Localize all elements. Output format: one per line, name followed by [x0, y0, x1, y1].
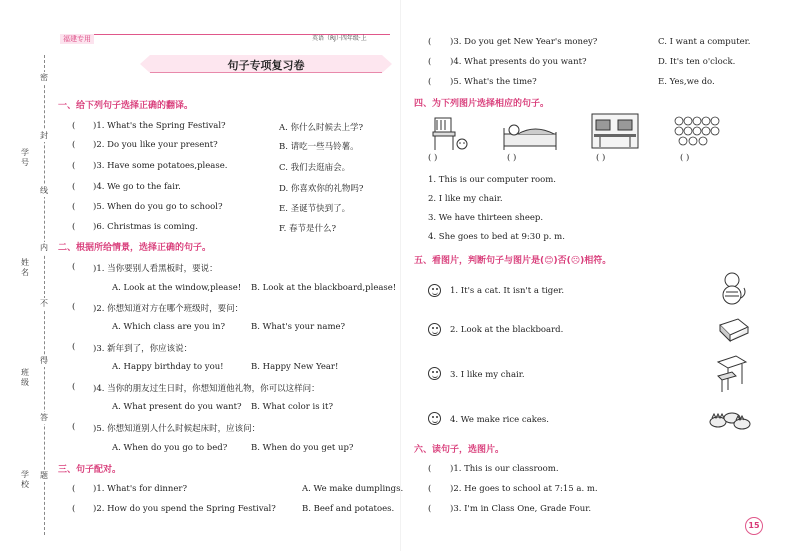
s2-option-a: A. What present do you want? [112, 402, 242, 412]
s2-option-a: A. Look at the window,please! [112, 283, 242, 293]
s3-question-4: )4. What presents do you want? [450, 57, 587, 67]
answer-bracket[interactable]: ( [72, 222, 76, 232]
s1-answer-b: B. 请吃一些马铃薯。 [279, 142, 359, 152]
label-class: 班级 [21, 368, 29, 387]
book-picture [716, 315, 750, 343]
answer-face-icon[interactable] [428, 323, 441, 336]
s6-sentence-1: )1. This is our classroom. [450, 464, 559, 474]
s3-question-3: )3. Do you get New Year's money? [450, 37, 598, 47]
s3-answer-a: A. We make dumplings. [302, 484, 404, 494]
s3-answer-b: B. Beef and potatoes. [302, 504, 395, 514]
section6-title: 六、读句子，选图片。 [414, 445, 505, 455]
page-number: 15 [745, 517, 763, 535]
label-school: 学校 [21, 470, 29, 489]
answer-bracket[interactable]: ( [72, 422, 76, 432]
s2-question-3: )3. 新年到了，你应该说： [93, 344, 193, 354]
s1-question-2: )2. Do you like your present? [93, 140, 218, 150]
label-name: 姓名 [21, 258, 29, 277]
desk-chair-picture [712, 354, 748, 394]
s1-question-3: )3. Have some potatoes,please. [93, 161, 228, 171]
cut-char: 不 [40, 299, 48, 308]
region-tag: 福建专用 [60, 34, 94, 44]
answer-bracket[interactable]: ( [72, 202, 76, 212]
answer-bracket[interactable]: ( [72, 342, 76, 352]
page-fold [400, 0, 401, 551]
s4-sentence-1: 1. This is our computer room. [428, 175, 557, 185]
answer-bracket[interactable]: ( [72, 504, 76, 514]
answer-bracket[interactable]: ( [72, 140, 76, 150]
s2-question-4: )4. 当你的朋友过生日时，你想知道他礼物，你可以这样问： [93, 384, 320, 394]
cut-char: 线 [40, 186, 48, 195]
cut-char: 封 [40, 131, 48, 140]
s2-option-b: B. Happy New Year! [251, 362, 339, 372]
section3-title: 三、句子配对。 [58, 465, 122, 475]
answer-bracket[interactable]: ( [72, 484, 76, 494]
s1-question-1: )1. What's the Spring Festival? [93, 121, 226, 131]
s1-question-4: )4. We go to the fair. [93, 182, 181, 192]
answer-face-icon[interactable] [428, 367, 441, 380]
cut-char: 内 [40, 243, 48, 252]
cut-char: 得 [40, 356, 48, 365]
answer-bracket[interactable]: ( ) [680, 153, 690, 163]
s5-statement-4: 4. We make rice cakes. [450, 415, 549, 425]
s2-option-b: B. When do you get up? [251, 443, 354, 453]
s3-question-1: )1. What's for dinner? [93, 484, 188, 494]
section5-title: 五、看图片，判断句子与图片是(😊)否(☹)相符。 [414, 256, 612, 266]
answer-bracket[interactable]: ( [72, 382, 76, 392]
s4-sentence-2: 2. I like my chair. [428, 194, 503, 204]
s2-option-b: B. What's your name? [251, 322, 346, 332]
answer-bracket[interactable]: ( [428, 77, 432, 87]
s6-sentence-2: )2. He goes to school at 7:15 a. m. [450, 484, 598, 494]
s1-answer-d: D. 你喜欢你的礼物吗? [279, 184, 364, 194]
answer-face-icon[interactable] [428, 412, 441, 425]
s3-question-2: )2. How do you spend the Spring Festival? [93, 504, 276, 514]
sheep-picture [673, 115, 725, 147]
page-title: 句子专项复习卷 [227, 59, 305, 72]
s2-question-1: )1. 当你要别人看黑板时，要说： [93, 264, 218, 274]
answer-bracket[interactable]: ( ) [596, 153, 606, 163]
tiger-picture [718, 270, 748, 306]
computer-room-picture [590, 112, 640, 150]
chair-picture [425, 114, 470, 152]
s6-sentence-3: )3. I'm in Class One, Grade Four. [450, 504, 592, 514]
section2-title: 二、根据所给情景，选择正确的句子。 [58, 243, 212, 253]
s2-option-a: A. Which class are you in? [112, 322, 226, 332]
answer-bracket[interactable]: ( [72, 182, 76, 192]
answer-bracket[interactable]: ( [72, 121, 76, 131]
s1-answer-a: A. 你什么时候去上学? [279, 123, 364, 133]
s2-question-5: )5. 你想知道别人什么时候起床时，应该问： [93, 424, 261, 434]
answer-bracket[interactable]: ( [428, 504, 432, 514]
cut-char: 题 [40, 471, 48, 480]
s4-sentence-4: 4. She goes to bed at 9:30 p. m. [428, 232, 565, 242]
s1-question-5: )5. When do you go to school? [93, 202, 223, 212]
s1-answer-e: E. 圣诞节快到了。 [279, 204, 351, 214]
s5-statement-2: 2. Look at the blackboard. [450, 325, 564, 335]
s3-answer-d: D. It's ten o'clock. [658, 57, 736, 67]
s2-option-a: A. Happy birthday to you! [112, 362, 224, 372]
s2-option-b: B. What color is it? [251, 402, 333, 412]
s2-option-a: A. When do you go to bed? [112, 443, 228, 453]
s3-question-5: )5. What's the time? [450, 77, 537, 87]
answer-bracket[interactable]: ( [428, 57, 432, 67]
section1-title: 一、给下列句子选择正确的翻译。 [58, 101, 194, 111]
answer-face-icon[interactable] [428, 284, 441, 297]
answer-bracket[interactable]: ( [72, 262, 76, 272]
label-student-number: 学号 [21, 148, 29, 167]
answer-bracket[interactable]: ( [428, 484, 432, 494]
answer-bracket[interactable]: ( [428, 464, 432, 474]
bed-picture [500, 118, 560, 152]
s2-question-2: )2. 你想知道对方在哪个班级时，要问： [93, 304, 244, 314]
rice-cakes-picture [708, 404, 752, 432]
s5-statement-1: 1. It's a cat. It isn't a tiger. [450, 286, 565, 296]
section4-title: 四、为下列图片选择相应的句子。 [414, 99, 550, 109]
s4-sentence-3: 3. We have thirteen sheep. [428, 213, 544, 223]
answer-bracket[interactable]: ( [428, 37, 432, 47]
answer-bracket[interactable]: ( ) [507, 153, 517, 163]
s3-answer-e: E. Yes,we do. [658, 77, 715, 87]
s1-question-6: )6. Christmas is coming. [93, 222, 198, 232]
cut-char: 密 [40, 73, 48, 82]
s3-answer-c: C. I want a computer. [658, 37, 751, 47]
edition-label: 英语（RJ）·四年级·上 [312, 35, 367, 42]
binding-cut-line [44, 55, 45, 535]
s5-statement-3: 3. I like my chair. [450, 370, 525, 380]
answer-bracket[interactable]: ( ) [428, 153, 438, 163]
answer-bracket[interactable]: ( [72, 161, 76, 171]
cut-char: 答 [40, 413, 48, 422]
s2-option-b: B. Look at the blackboard,please! [251, 283, 397, 293]
s1-answer-f: F. 春节是什么? [279, 224, 337, 234]
answer-bracket[interactable]: ( [72, 302, 76, 312]
s1-answer-c: C. 我们去逛庙会。 [279, 163, 351, 173]
